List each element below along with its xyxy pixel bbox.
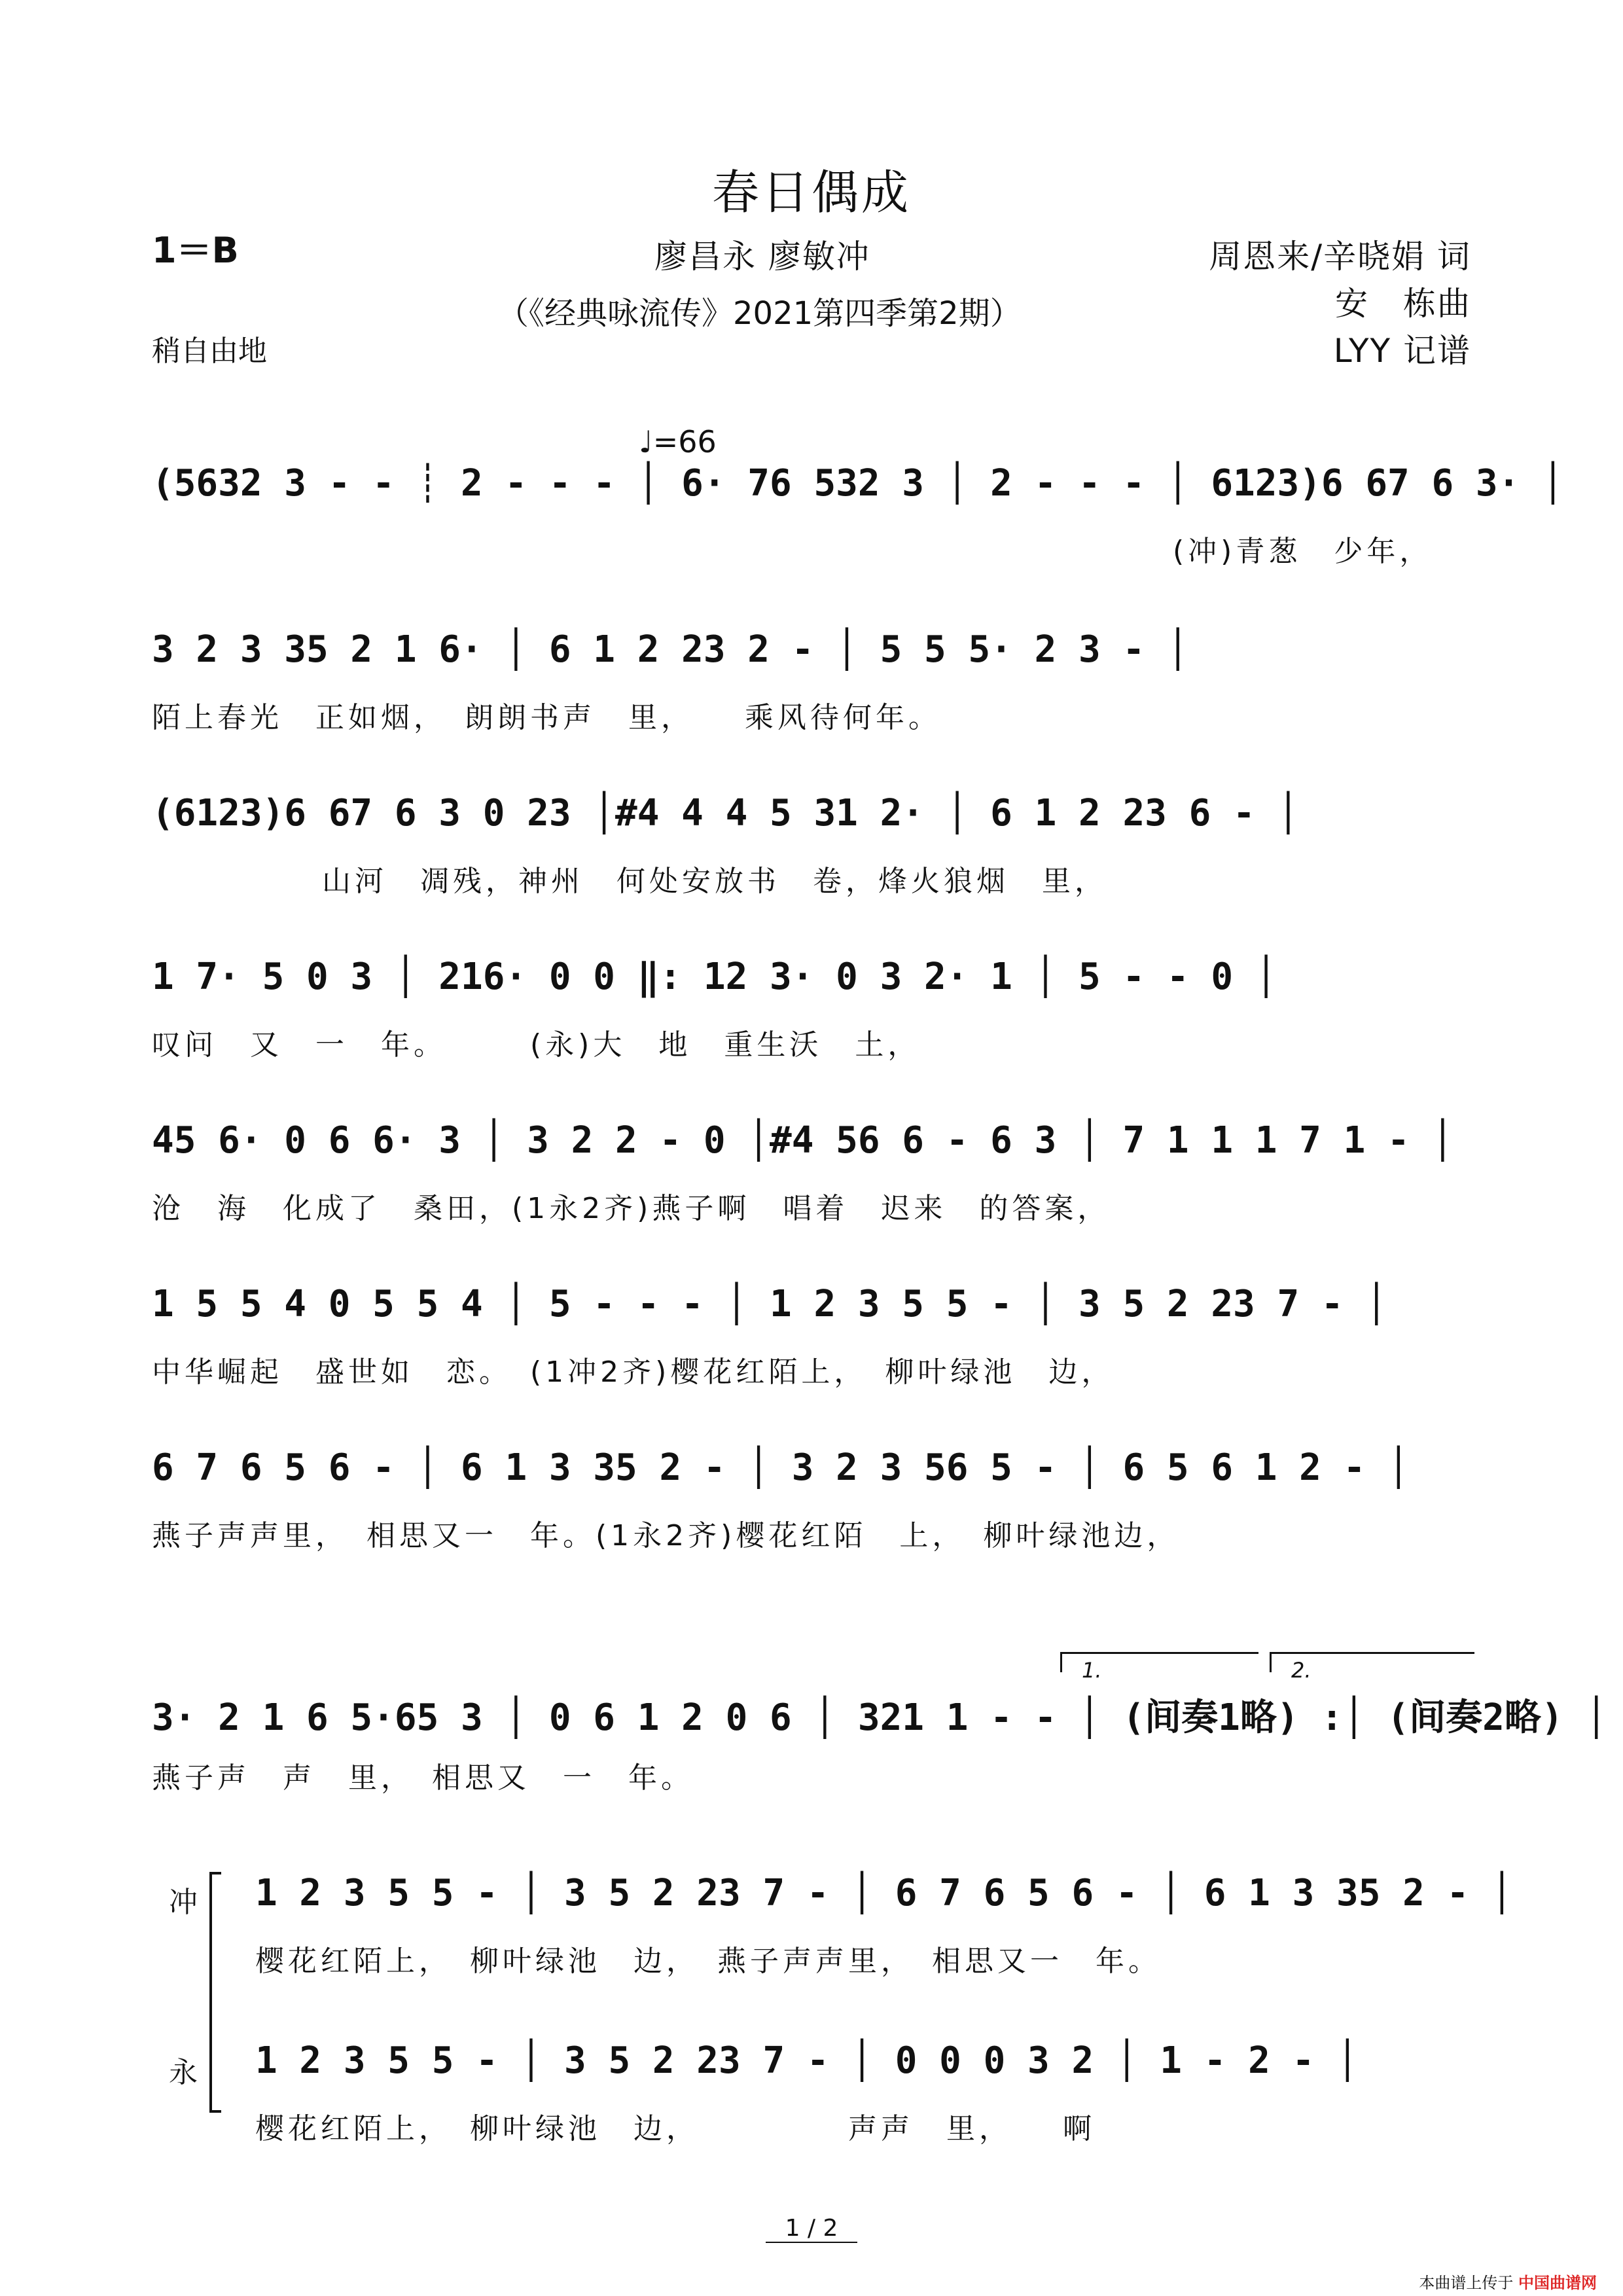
volta-2-bracket [1270,1652,1474,1683]
lyrics-line: 陌上春光 正如烟， 朗朗书声 里， 乘风待何年。 [152,701,941,734]
site-logo: 中国曲谱网 [1518,2274,1597,2292]
lyricist-credit: 周恩来/辛晓娟 词 [1209,238,1471,276]
notes-line: 1 2 3 5 5 - │ 3 5 2 23 7 - │ 0 0 0 3 2 │ 1 - 2 - │ [255,2039,1359,2082]
page-number [0,2215,1623,2242]
lyrics-line: 中华崛起 盛世如 恋。 (1冲2齐)樱花红陌上， 柳叶绿池 边， [152,1355,1115,1389]
lyrics-line: 山河 凋残，神州 何处安放书 卷，烽火狼烟 里， [322,865,1107,898]
notes-line: 1 7· 5 0 3 │ 216· 0 0 ‖: 12 3· 0 3 2· 1 │ 5 - - 0 │ [152,956,1277,998]
lyrics-line: 燕子声声里， 相思又一 年。(1永2齐)樱花红陌 上， 柳叶绿池边， [152,1519,1180,1552]
lyrics-line: 沧 海 化成了 桑田，(1永2齐)燕子啊 唱着 迟来 的答案， [152,1192,1111,1225]
notes-line: (6123)6 67 6 3 0 23 │#4 4 4 5 31 2· │ 6 1 2 23 6 - │ [152,792,1300,834]
part-brace [209,1872,221,2113]
source-note: （《经典咏流传》2021第四季第2期） [497,295,1022,332]
lyrics-line: 樱花红陌上， 柳叶绿池 边， 燕子声声里， 相思又一 年。 [255,1945,1161,1978]
notes-line: 1 5 5 4 0 5 5 4 │ 5 - - - │ 1 2 3 5 5 - │ 3 5 2 23 7 - │ [152,1283,1388,1325]
part-label-chong: 冲 [169,1886,198,1919]
lyrics-line: 樱花红陌上， 柳叶绿池 边， 声声 里， 啊 [255,2112,1096,2145]
page-number-text: 1 / 2 [766,2215,858,2243]
notes-line: 45 6· 0 6 6· 3 │ 3 2 2 - 0 │#4 56 6 - 6 3 │ 7 1 1 1 7 1 - │ [152,1119,1454,1162]
notes-line: 3· 2 1 6 5·65 3 │ 0 6 1 2 0 6 │ 321 1 - - │ (间奏1略) :│ (间奏2略) │ [152,1696,1608,1739]
lyrics-line: 叹问 又 一 年。 (永)大 地 重生沃 土， [152,1028,921,1062]
metronome-mark: ♩=66 [639,424,717,459]
notes-line: 1 2 3 5 5 - │ 3 5 2 23 7 - │ 6 7 6 5 6 - │ 6 1 3 35 2 - │ [255,1872,1513,1914]
lyrics-line: (冲)青葱 少年， [1173,535,1433,568]
tempo-indication: 稍自由地 [152,334,267,368]
score-title: 春日偶成 [711,165,911,220]
composer-credit: 安 栋曲 [1335,285,1471,323]
key-signature: 1＝B [152,230,239,271]
notes-line: 6 7 6 5 6 - │ 6 1 3 35 2 - │ 3 2 3 56 5 - │ 6 5 6 1 2 - │ [152,1446,1410,1489]
notes-line: (5632 3 - - ┊ 2 - - - │ 6· 76 532 3 │ 2 - - - │ 6123)6 67 6 3· │ [152,462,1564,505]
footer-text: 本曲谱上传于 [1419,2274,1514,2292]
notes-line: 3 2 3 35 2 1 6· │ 6 1 2 23 2 - │ 5 5 5· 2 3 - │ [152,628,1189,671]
singers: 廖昌永 廖敏冲 [654,238,870,276]
lyrics-line: 燕子声 声 里， 相思又 一 年。 [152,1761,694,1795]
transcriber-credit: LYY 记谱 [1333,332,1471,370]
part-label-yong: 永 [169,2056,198,2089]
volta-1-label: 1. [1082,1658,1102,1683]
volta-1-bracket [1060,1652,1258,1683]
site-footer [1419,2270,1597,2293]
volta-2-label: 2. [1291,1658,1311,1683]
